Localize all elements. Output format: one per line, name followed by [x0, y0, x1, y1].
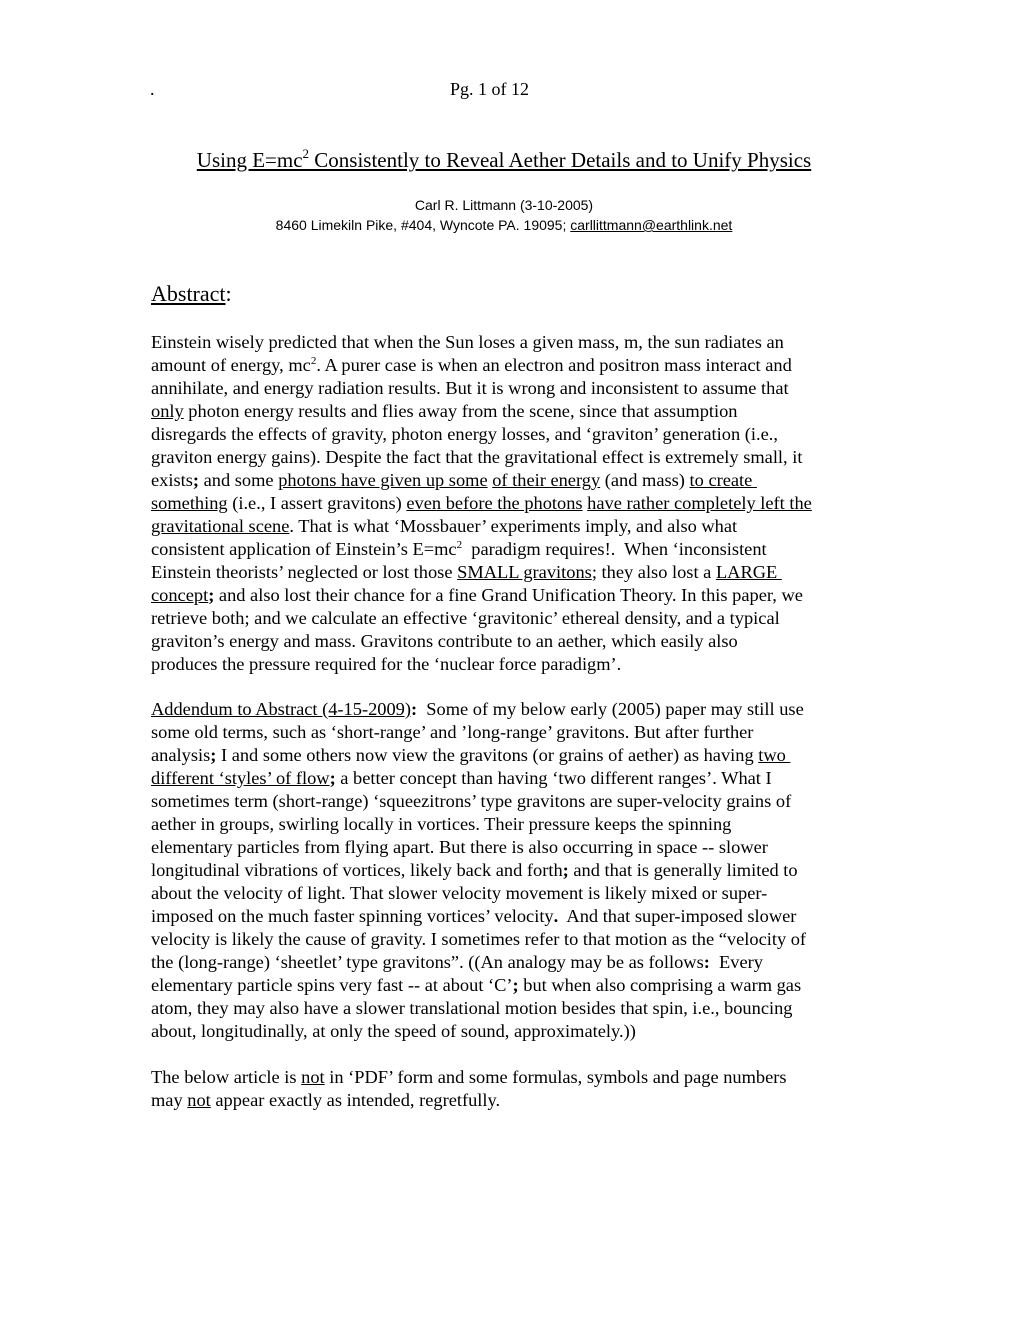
text-line: gravitational scene. That is what ‘Mossbauer’ experiments imply, and also what: [151, 516, 738, 536]
text-line: may not appear exactly as intended, regretfully.: [151, 1090, 501, 1110]
text-line: elementary particles from flying apart. But there is also occurring in space -- slower: [151, 837, 768, 857]
text-line: disregards the effects of gravity, photon energy losses, and ‘graviton’ generation (i.e.,: [151, 424, 778, 444]
text-line: longitudinal vibrations of vortices, likely back and forth; and that is generally limited to: [151, 860, 798, 880]
author-line: Carl R. Littmann (3-10-2005): [414, 197, 594, 213]
page-number: Pg. 1 of 12: [450, 79, 530, 99]
text-line: amount of energy, $mc^2$. A purer case is when an electron and positron mass interact and: [151, 355, 792, 375]
text-line: imposed on the much faster spinning vortices’ velocity. And that super-imposed slower: [151, 906, 797, 926]
text-line: about, longitudinally, at only the speed of sound, approximately.)): [151, 1021, 636, 1041]
text-line: concept; and also lost their chance for a fine Grand Unification Theory. In this paper, we: [151, 585, 803, 605]
text-line: sometimes term (short-range) ‘squeezitrons’ type gravitons are super-velocity grains of: [151, 791, 792, 811]
text-line: only photon energy results and flies away from the scene, since that assumption: [151, 401, 738, 421]
text-line: the (long-range) ‘sheetlet’ type gravitons”. ((An analogy may be as follows: Every: [151, 952, 763, 972]
text-line: Einstein wisely predicted that when the Sun loses a given mass, m, the sun radiates an: [151, 332, 784, 352]
text-line: produces the pressure required for the ‘nuclear force paradigm’.: [151, 654, 622, 674]
text-line: Einstein theorists’ neglected or lost those SMALL gravitons; they also lost a LARGE: [151, 562, 782, 582]
text-line: aether in groups, swirling locally in vortices. Their pressure keeps the spinning: [151, 814, 732, 834]
text-line: some old terms, such as ‘short-range’ and ’long-range’ gravitons. But after further: [151, 722, 754, 742]
title-superscript: 2: [302, 146, 310, 161]
text-line: The below article is not in ‘PDF’ form and some formulas, symbols and page numbers: [151, 1067, 787, 1087]
text-line: exists; and some photons have given up some of their energy (and mass) to create: [151, 470, 757, 490]
text-line: retrieve both; and we calculate an effective ‘gravitonic’ ethereal density, and a typical: [151, 608, 780, 628]
text-line: consistent application of Einstein’s $E=mc^2$ paradigm requires!. When ‘inconsistent: [151, 539, 767, 559]
address-line: 8460 Limekiln Pike, #404, Wyncote PA. 19095; carllittmann@earthlink.net: [275, 217, 733, 233]
header-dot: .: [150, 79, 155, 99]
document-title: Using $E=mc^2$ Consistently to Reveal Aether Details and to Unify Physics: [196, 146, 812, 172]
abstract-paragraph: [151, 331, 873, 676]
text-line: annihilate, and energy radiation results. But it is wrong and inconsistent to assume that: [151, 378, 789, 398]
text-line: about the velocity of light. That slower velocity movement is likely mixed or super-: [151, 883, 768, 903]
text-line: something (i.e., I assert gravitons) even before the photons have rather completely left the: [151, 493, 812, 513]
abstract-heading: Abstract:: [151, 281, 232, 306]
text-line: different ‘styles’ of flow; a better concept than having ‘two different ranges’. What I: [151, 768, 772, 788]
text-line: graviton’s energy and mass. Gravitons contribute to an aether, which easily also: [151, 631, 738, 651]
email-link[interactable]: carllittmann@earthlink.net: [570, 217, 733, 233]
text-line: velocity is likely the cause of gravity. I sometimes refer to that motion as the “velocity of: [151, 929, 807, 949]
text-line: graviton energy gains). Despite the fact that the gravitational effect is extremely small, it: [151, 447, 803, 467]
text-line: elementary particle spins very fast -- at about ‘C’; but when also comprising a warm gas: [151, 975, 802, 995]
text-line: analysis; I and some others now view the gravitons (or grains of aether) as having two: [151, 745, 791, 765]
addendum-paragraph: [151, 698, 873, 1043]
text-line: atom, they may also have a slower translational motion besides that spin, i.e., bouncing: [151, 998, 793, 1018]
pdf-note-paragraph: [151, 1066, 873, 1112]
text-line: Addendum to Abstract (4-15-2009): Some of my below early (2005) paper may still use: [151, 699, 804, 719]
